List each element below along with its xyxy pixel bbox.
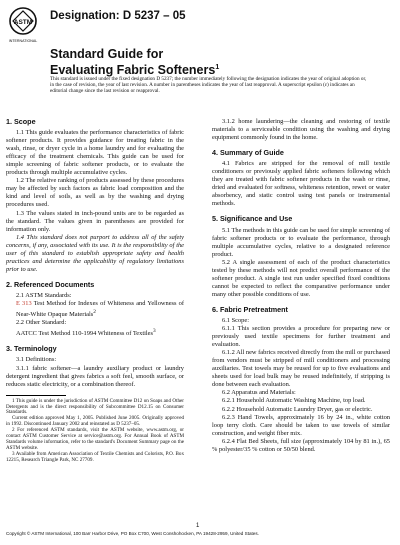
para-5-1: 5.1 The methods in this guide can be used for simple screening of fabric softener products or to evaluate the performance, through multiple accumulative cycles, relative to a designated reference product. [212,226,390,258]
para-6-1: 6.1 Scope: [222,316,249,324]
svg-text:ASTM: ASTM [13,19,33,26]
reference-e313 [6,300,184,319]
section-2-heading: 2. Referenced Documents [6,279,95,289]
title-footnote-mark: 1 [215,64,220,71]
para-6-1-2: 6.1.2 All new fabrics received directly from the mill or purchased from vendors must be stripped of mill conditioners and processing auxiliaries. Test towels may be reused for up to five evaluations and sheets used for load bulk may be reused indefinitely, if stripping is done between each evaluation. [212,349,390,389]
title-text: Evaluating Fabric Softeners [50,63,216,78]
title-line-2 [50,61,219,77]
para-6-2-2: 6.2.2 Household Automatic Laundry Dryer, gas or electric. [222,405,373,413]
para-1-4: 1.4 This standard does not purport to address all of the safety concerns, if any, associated with its use. It is the responsibility of the user of this standard to establish appropriate safety and health practices and determine the applicability of regulatory limitations prior to use. [6,233,184,273]
designation: Designation: D 5237 – 05 [50,10,186,22]
para-3-1-1: 3.1.1 fabric softener—a laundry auxiliary product or laundry detergent ingredient that gives fabrics a soft feel, smooth surface, or reduces static electricity, or a combination thereof. [6,364,184,388]
document-title [50,47,219,77]
para-1-2: 1.2 The relative ranking of products assessed by these procedures may be affected by such factors as fabric load composition and the kind and level of soils, as well as by the washing and drying procedures used. [6,177,184,209]
para-1-3: 1.3 The values stated in inch-pound units are to be regarded as the standard. The values given in parentheses are provided for information only. [6,209,184,233]
para-5-2: 5.2 A single assessment of each of the product characteristics tested by these methods will not predict overall performance of the softener product. A single test run under specified fixed conditions cannot be expected to reflect the comparative performance under many other possible conditions of use. [212,258,390,298]
footnote-1b: Current edition approved May 1, 2005. Published June 2005. Originally approved in 1992. Discontinued January 2002 and reinstated as D 5237–05. [6,415,184,428]
aatcc-footnote-mark: 3 [152,328,156,335]
section-6-heading: 6. Fabric Pretreatment [212,304,288,314]
footnotes [6,399,184,464]
e313-footnote-mark: 2 [93,309,96,316]
issuance-notice: This standard is issued under the fixed designation D 5237; the number immediately following the designation indicates the year of original adoption or, in the case of revision, the year of last revision. A number in parentheses indicates the year of last reapproval. A superscript epsilon (ε) indicates an editorial change since the last revision or reapproval. [50,76,367,95]
e313-title: Test Method for Indexes of Whiteness and Yellowness of Near-White Opaque Materials [16,299,184,319]
astm-logo [6,6,40,44]
title-line-1: Standard Guide for [50,47,164,61]
footnote-3: 3 Available from American Association of Textile Chemists and Colorists, P.O. Box 12215, Research Triangle Park, NC 27709. [6,450,184,463]
para-1-1: 1.1 This guide evaluates the performance characteristics of fabric softener products. It provides guidance for treating fabric in the wash, rinse, or dryer cycle in a home laundry and for evaluating the efficacy of the treatment chemicals. This guide can be used for simple screening of fabric softener products, or to evaluate the products through multiple accumulative cycles. [6,129,184,177]
section-3-heading: 3. Terminology [6,344,57,354]
reference-aatcc [6,327,184,338]
e313-link[interactable]: E 313 [16,299,32,307]
para-2-1: 2.1 ASTM Standards: [16,291,72,299]
section-1-heading: 1. Scope [6,117,36,126]
para-6-2-1: 6.2.1 Household Automatic Washing Machine, top load. [222,397,366,405]
footnote-2: 2 For referenced ASTM standards, visit the ASTM website, www.astm.org, or contact ASTM Customer Service at service@astm.org. For Annual Book of ASTM Standards volume information, refer to the standard's Document Summary page on the ASTM website. [6,427,184,451]
para-4-1: 4.1 Fabrics are stripped for the removal of mill textile conditioners or previously applied fabric softeners following which they are treated with fabric softener products in the wash or rinse, dried and evaluated for softness, whiteness retention, rewet or water absorbency, and static control using test panels or instrumental methods. [212,160,390,208]
footnote-1: 1 This guide is under the jurisdiction of ASTM Committee D12 on Soaps and Other Detergents and is the direct responsibility of Subcommittee D12.15 on Consumer Standards. [6,397,184,416]
para-3-1: 3.1 Definitions: [16,356,57,364]
para-6-1-1: 6.1.1 This section provides a procedure for preparing new or previously used textile specimens for further treatment and evaluation. [212,325,390,349]
copyright-line: Copyright © ASTM International, 100 Barr Harbor Drive, PO Box C700, West Conshohocken, PA 19428-2959, United States. [6,531,259,536]
aatcc-title: AATCC Test Method 110-1994 Whiteness of Textiles [16,330,153,338]
para-6-2-4: 6.2.4 Flat Bed Sheets, full size (approximately 104 by 81 in.), 65 % polyester/35 % cotton or 50/50 blend. [212,437,390,453]
para-6-2: 6.2 Apparatus and Materials: [222,389,296,397]
left-column [6,118,184,464]
para-6-2-3: 6.2.3 Hand Towels, approximately 16 by 24 in., white cotton loop terry cloth. Care should be taken to use towels of similar construction, and weight fiber mix. [212,413,390,437]
section-5-heading: 5. Significance and Use [212,214,293,224]
logo-text: INTERNATIONAL [8,39,38,43]
right-column [212,118,390,454]
para-2-2: 2.2 Other Standard: [16,319,67,327]
para-3-1-2: 3.1.2 home laundering—the cleaning and restoring of textile materials to a serviceable condition using the washing and drying equipment commonly found in the home. [212,118,390,142]
section-4-heading: 4. Summary of Guide [212,148,284,158]
footnote-divider [6,395,66,396]
page-number: 1 [196,523,200,529]
